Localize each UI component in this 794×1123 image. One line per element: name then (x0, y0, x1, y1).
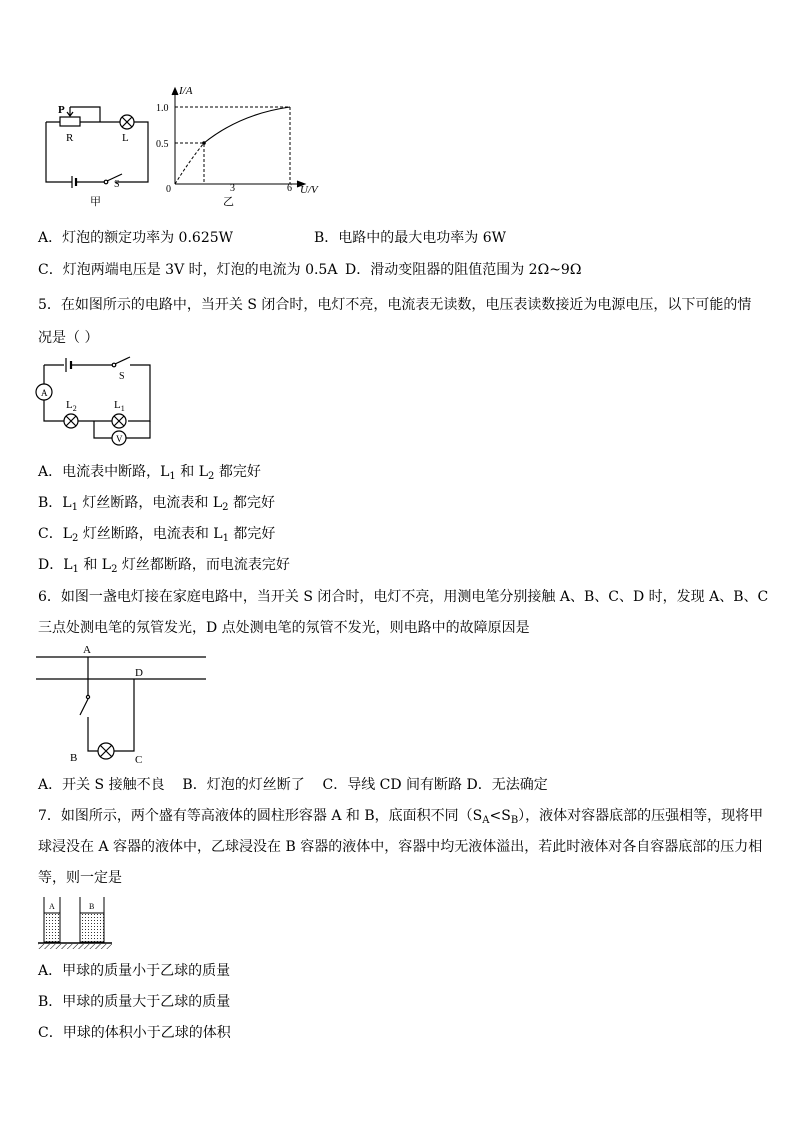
label-r: R (66, 132, 74, 144)
circuit-figure-q5 (34, 352, 156, 444)
label-s: S (114, 179, 120, 190)
containers-figure-q7 (36, 895, 116, 953)
origin-label: 0 (166, 184, 171, 195)
x-axis-label: U/V (300, 184, 318, 196)
q7-stem-line1: 7．如图所示，两个盛有等高液体的圆柱形容器 A 和 B，底面积不同$(S_A<S_B)$，液体对容器底部的压强相等，现将甲 (38, 808, 764, 826)
point-a-label: A (83, 644, 91, 656)
household-circuit-figure-q6 (36, 643, 211, 768)
circuit-figure-jia (38, 95, 158, 210)
y-tick-05: 0.5 (156, 139, 169, 150)
y-axis-label: I/A (179, 85, 193, 97)
switch-label: S (119, 371, 125, 382)
q5-option-a: A．电流表中断路，$L_1$ 和 $L_2$ 都完好 (38, 464, 261, 482)
q7-option-a: A．甲球的质量小于乙球的质量 (38, 963, 231, 979)
y-tick-1: 1.0 (156, 103, 169, 114)
q7-option-b: B．甲球的质量大于乙球的质量 (38, 994, 231, 1010)
q5-stem-line1: 5．在如图所示的电路中，当开关 S 闭合时，电灯不亮，电流表无读数，电压表读数接近为电源电压，以下可能的情 (38, 297, 752, 313)
iu-graph-yi (156, 80, 330, 210)
lamp-l2-label: $L_2$ (66, 399, 77, 413)
q7-option-c: C．甲球的体积小于乙球的体积 (38, 1025, 231, 1041)
container-b-label: B (89, 902, 95, 911)
x-tick-3: 3 (230, 183, 235, 194)
q5-option-d: D．$L_1$ 和 $L_2$ 灯丝都断路，而电流表完好 (38, 557, 290, 575)
label-p: P (58, 104, 65, 116)
q6-stem-line2: 三点处测电笔的氖管发光，D 点处测电笔的氖管不发光，则电路中的故障原因是 (38, 620, 530, 636)
caption-jia: 甲 (90, 196, 101, 208)
q5-option-b: B．$L_1$ 灯丝断路，电流表和 $L_2$ 都完好 (38, 495, 275, 513)
x-tick-6: 6 (287, 183, 292, 194)
q6-options: A．开关 S 接触不良 B．灯泡的灯丝断了 C．导线 CD 间有断路 D．无法确定 (38, 777, 548, 793)
caption-yi: 乙 (223, 196, 234, 208)
point-b-label: B (70, 752, 78, 764)
q6-stem-line1: 6．如图一盏电灯接在家庭电路中，当开关 S 闭合时，电灯不亮，用测电笔分别接触 A、B、C、D 时，发现 A、B、C (38, 589, 769, 605)
q4-option-d: D．滑动变阻器的阻值范围为 2Ω~9Ω (345, 262, 582, 278)
ammeter-label: A (41, 388, 48, 398)
q5-stem-line2: 况是（ ） (38, 330, 99, 346)
q5-option-c: C．$L_2$ 灯丝断路，电流表和 $L_1$ 都完好 (38, 526, 276, 544)
voltmeter-label: V (116, 434, 123, 444)
point-c-label: C (135, 754, 143, 766)
q4-option-c: C．灯泡两端电压是 3V 时，灯泡的电流为 0.5A (38, 262, 338, 278)
q4-option-b: B．电路中的最大电功率为 6W (314, 230, 507, 246)
q4-option-a: A．灯泡的额定功率为 0.625W (38, 230, 234, 246)
q7-stem-line2: 球浸没在 A 容器的液体中，乙球浸没在 B 容器的液体中，容器中均无液体溢出，若此时液体对各自容器底部的压力相 (38, 839, 763, 855)
label-l: L (122, 132, 129, 144)
container-a-label: A (49, 902, 55, 911)
lamp-l1-label: $L_1$ (114, 399, 125, 413)
point-d-label: D (135, 667, 143, 679)
q7-stem-line3: 等，则一定是 (38, 870, 122, 886)
